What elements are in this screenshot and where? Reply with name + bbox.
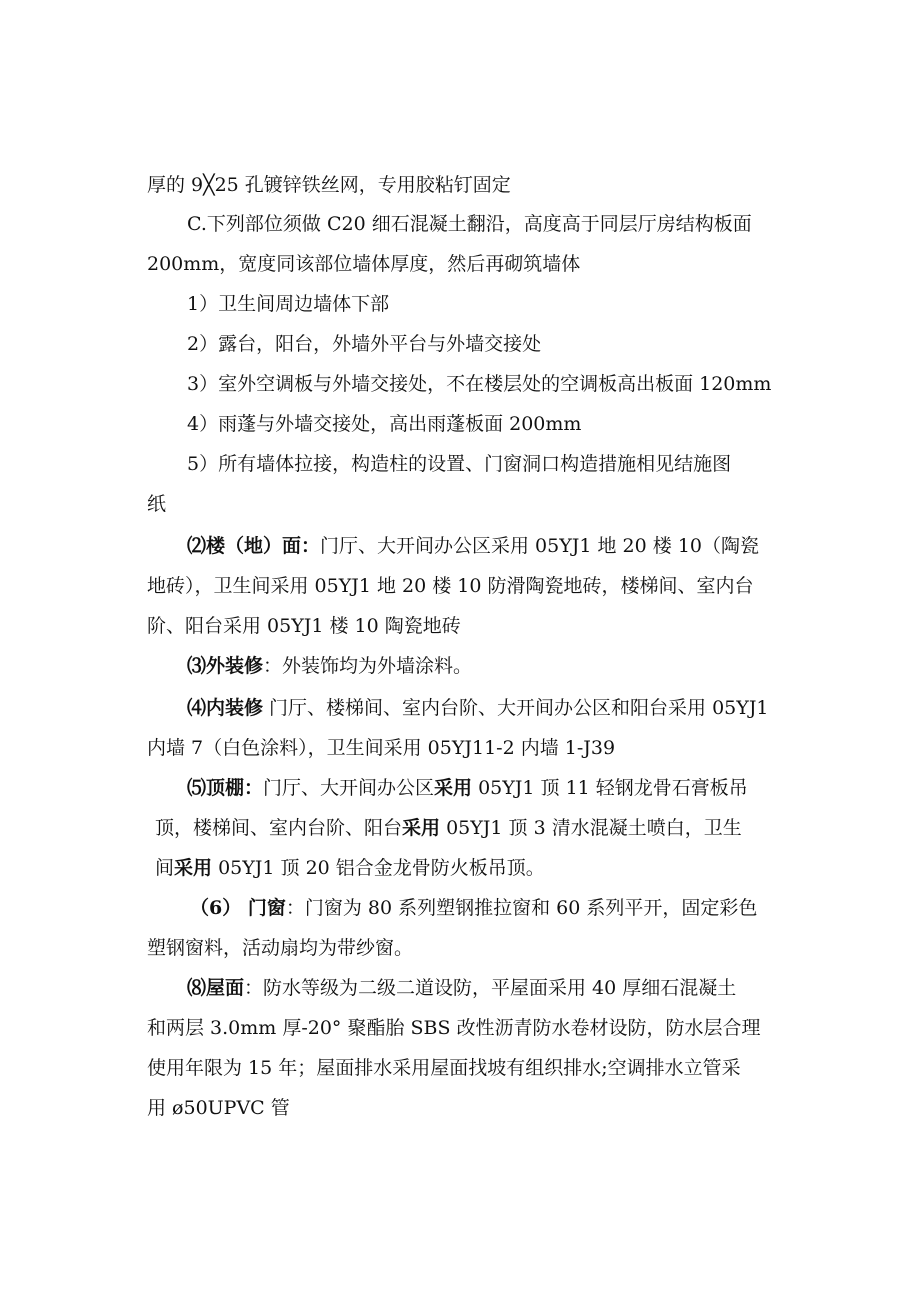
bold-term: 采用 bbox=[434, 777, 473, 799]
line-text: 门厅、大开间办公区 bbox=[263, 777, 435, 799]
line-text: ：防水等级为二级二道设防，平屋面采用 40 厚细石混凝土 bbox=[244, 977, 737, 999]
text-line bbox=[187, 211, 752, 237]
text-line bbox=[147, 573, 754, 599]
line-text: 2）露台，阳台，外墙外平台与外墙交接处 bbox=[187, 333, 542, 355]
text-line bbox=[147, 613, 461, 639]
text-line bbox=[187, 371, 771, 397]
text-line bbox=[187, 451, 731, 477]
text-line bbox=[147, 1055, 741, 1081]
text-line bbox=[187, 291, 389, 317]
line-text: 地砖），卫生间采用 05YJ1 地 20 楼 10 防滑陶瓷地砖，楼梯间、室内台 bbox=[147, 575, 754, 597]
text-line bbox=[187, 411, 581, 437]
line-text: 05YJ1 顶 20 铝合金龙骨防火板吊顶。 bbox=[212, 857, 545, 879]
line-text: 顶，楼梯间、室内台阶、阳台 bbox=[155, 817, 403, 839]
text-line bbox=[147, 735, 615, 761]
text-line bbox=[190, 895, 757, 921]
text-line bbox=[147, 172, 511, 198]
text-line bbox=[155, 855, 545, 881]
line-text: 05YJ1 顶 3 清水混凝土喷白，卫生 bbox=[440, 817, 742, 839]
section-heading: ⑶外装修 bbox=[187, 655, 264, 677]
line-text: 纸 bbox=[147, 493, 167, 515]
section-heading: ⑷内装修 bbox=[187, 697, 264, 719]
text-line bbox=[187, 331, 541, 357]
section-heading: ⑵楼（地）面： bbox=[187, 535, 321, 557]
text-line bbox=[147, 251, 580, 277]
line-text: 门厅、楼梯间、室内台阶、大开间办公区和阳台采用 05YJ1 bbox=[263, 697, 769, 719]
section-heading: ⑻屋面 bbox=[187, 977, 245, 999]
text-line bbox=[187, 533, 759, 559]
line-text: ：门窗为 80 系列塑钢推拉窗和 60 系列平开，固定彩色 bbox=[285, 897, 758, 919]
line-text: 门厅、大开间办公区采用 05YJ1 地 20 楼 10（陶瓷 bbox=[320, 535, 759, 557]
line-text: 5）所有墙体拉接，构造柱的设置、门窗洞口构造措施相见结施图 bbox=[187, 453, 732, 475]
line-text: 1）卫生间周边墙体下部 bbox=[187, 293, 390, 315]
line-text: 3）室外空调板与外墙交接处，不在楼层处的空调板高出板面 120mm bbox=[187, 373, 772, 395]
line-text: 200mm，宽度同该部位墙体厚度，然后再砌筑墙体 bbox=[147, 253, 581, 275]
text-line bbox=[147, 491, 166, 517]
line-text: 厚的 9╳25 孔镀锌铁丝网，专用胶粘钉固定 bbox=[147, 174, 511, 196]
text-line bbox=[187, 775, 748, 801]
line-text: 05YJ1 顶 11 轻钢龙骨石膏板吊 bbox=[472, 777, 748, 799]
line-text: 使用年限为 15 年；屋面排水采用屋面找坡有组织排水;空调排水立管采 bbox=[147, 1057, 741, 1079]
line-text: 用 ø50UPVC 管 bbox=[147, 1097, 290, 1119]
line-text: 和两层 3.0mm 厚-20° 聚酯胎 SBS 改性沥青防水卷材设防，防水层合理 bbox=[147, 1017, 761, 1039]
text-line bbox=[147, 935, 413, 961]
text-line bbox=[187, 695, 769, 721]
line-text: C.下列部位须做 C20 细石混凝土翻沿，高度高于同层厅房结构板面 bbox=[187, 213, 752, 235]
bold-term: 采用 bbox=[174, 857, 213, 879]
section-heading: （6） 门窗 bbox=[190, 897, 286, 919]
line-text: 内墙 7（白色涂料），卫生间采用 05YJ11-2 内墙 1-J39 bbox=[147, 737, 616, 759]
line-text: 塑钢窗料，活动扇均为带纱窗。 bbox=[147, 937, 414, 959]
line-text: 间 bbox=[155, 857, 175, 879]
section-heading: ⑸顶棚： bbox=[187, 777, 264, 799]
line-text: 4）雨蓬与外墙交接处，高出雨蓬板面 200mm bbox=[187, 413, 582, 435]
line-text: ：外装饰均为外墙涂料。 bbox=[263, 655, 473, 677]
text-line bbox=[187, 653, 472, 679]
line-text: 阶、阳台采用 05YJ1 楼 10 陶瓷地砖 bbox=[147, 615, 461, 637]
text-line bbox=[187, 975, 736, 1001]
text-line bbox=[147, 1015, 761, 1041]
text-line bbox=[155, 815, 742, 841]
bold-term: 采用 bbox=[402, 817, 441, 839]
text-line bbox=[147, 1095, 290, 1121]
